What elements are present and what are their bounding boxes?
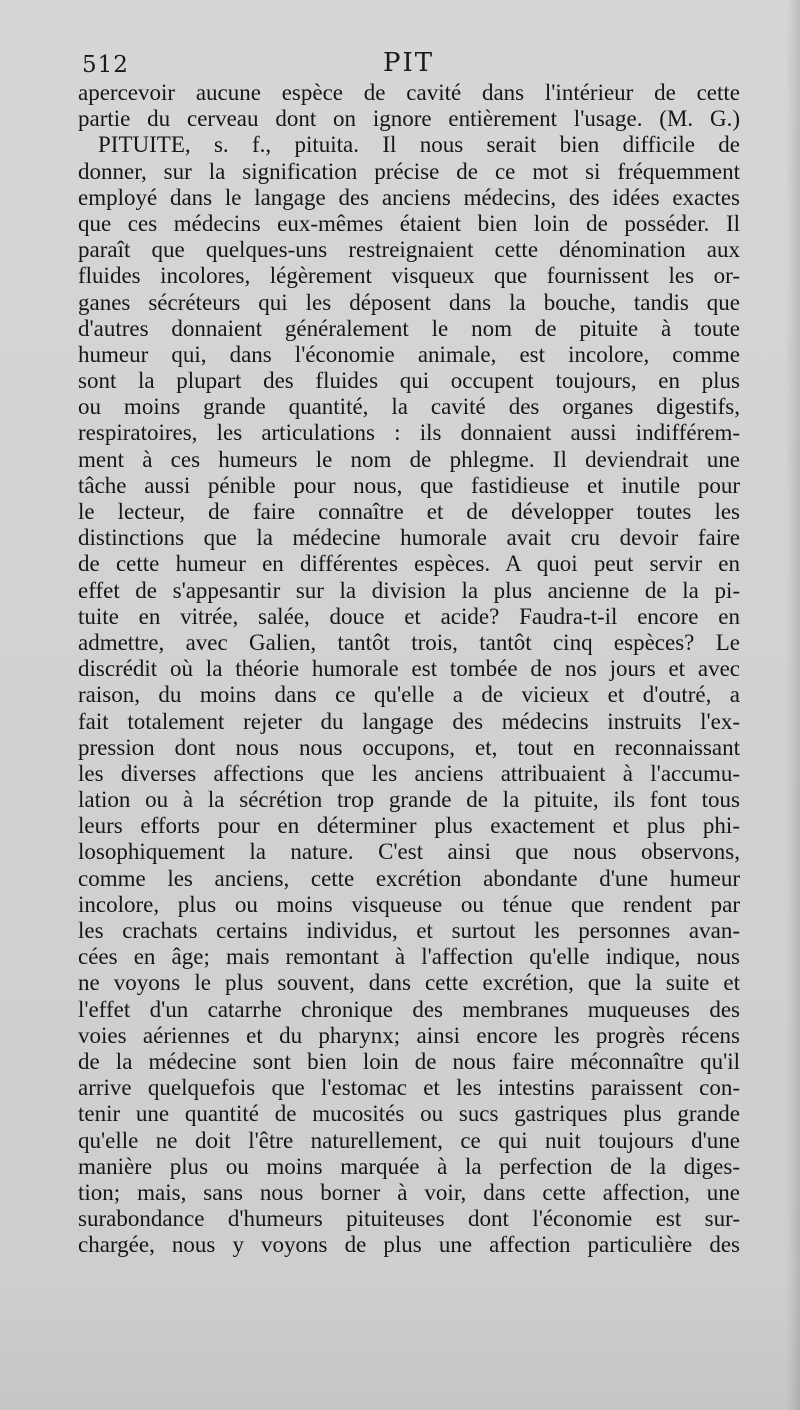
text-line: humeur qui, dans l'économie animale, est incolore, comme xyxy=(78,341,740,367)
text-line: fait totalement rejeter du langage des médecins instruits l'ex- xyxy=(78,708,740,734)
text-line: distinctions que la médecine humorale avait cru devoir faire xyxy=(78,525,740,551)
text-line: raison, du moins dans ce qu'elle a de vicieux et d'outré, a xyxy=(78,682,740,708)
text-line: de la médecine sont bien loin de nous faire méconnaître qu'il xyxy=(78,1048,740,1074)
text-line: tâche aussi pénible pour nous, que fastidieuse et inutile pour xyxy=(78,472,740,498)
text-line: admettre, avec Galien, tantôt trois, tantôt cinq espèces? Le xyxy=(78,629,740,655)
text-line: discrédit où la théorie humorale est tombée de nos jours et avec xyxy=(78,656,740,682)
text-line: chargée, nous y voyons de plus une affection particulière des xyxy=(78,1232,740,1258)
text-line: tenir une quantité de mucosités ou sucs gastriques plus grande xyxy=(78,1101,740,1127)
text-line: sont la plupart des fluides qui occupent toujours, en plus xyxy=(78,368,740,394)
text-line: tuite en vitrée, salée, douce et acide? Faudra-t-il encore en xyxy=(78,603,740,629)
page-number: 512 xyxy=(82,52,129,78)
text-line: effet de s'appesantir sur la division la plus ancienne de la pi- xyxy=(78,577,740,603)
text-line: pression dont nous nous occupons, et, tout en reconnaissant xyxy=(78,734,740,760)
text-line: ganes sécréteurs qui les déposent dans la bouche, tandis que xyxy=(78,289,740,315)
text-line: tion; mais, sans nous borner à voir, dans cette affection, une xyxy=(78,1179,740,1205)
text-line: d'autres donnaient généralement le nom de pituite à toute xyxy=(78,315,740,341)
text-line: ne voyons le plus souvent, dans cette excrétion, que la suite et xyxy=(78,970,740,996)
entry-start-line: PITUITE, s. f., pituita. Il nous serait bien difficile de xyxy=(98,132,740,158)
text-line: partie du cerveau dont on ignore entièrement l'usage. (M. G.) xyxy=(78,106,740,132)
text-line: lation ou à la sécrétion trop grande de la pituite, ils font tous xyxy=(78,787,740,813)
text-line: manière plus ou moins marquée à la perfection de la diges- xyxy=(78,1153,740,1179)
text-line: qu'elle ne doit l'être naturellement, ce qui nuit toujours d'une xyxy=(78,1127,740,1153)
running-head: PIT xyxy=(383,48,435,78)
text-line: comme les anciens, cette excrétion abondante d'une humeur xyxy=(78,865,740,891)
text-line: de cette humeur en différentes espèces. A quoi peut servir en xyxy=(78,551,740,577)
text-line: cées en âge; mais remontant à l'affection qu'elle indique, nous xyxy=(78,944,740,970)
page-bottom-margin xyxy=(0,1258,800,1410)
page-edge-shadow xyxy=(786,0,800,1410)
text-line: ou moins grande quantité, la cavité des organes digestifs, xyxy=(78,394,740,420)
text-line: les crachats certains individus, et surtout les personnes avan- xyxy=(78,918,740,943)
text-line: ment à ces humeurs le nom de phlegme. Il deviendrait une xyxy=(78,446,740,472)
text-line: surabondance d'humeurs pituiteuses dont l'économie est sur- xyxy=(78,1206,740,1232)
body-text xyxy=(78,80,740,1258)
text-line: voies aériennes et du pharynx; ainsi encore les progrès récens xyxy=(78,1022,740,1048)
text-line: le lecteur, de faire connaître et de développer toutes les xyxy=(78,499,740,524)
text-line: que ces médecins eux-mêmes étaient bien loin de posséder. Il xyxy=(78,210,740,236)
text-line: fluides incolores, légèrement visqueux que fournissent les or- xyxy=(78,263,740,289)
text-line: paraît que quelques-uns restreignaient cette dénomination aux xyxy=(78,237,740,263)
text-line: donner, sur la signification précise de ce mot si fréquemment xyxy=(78,158,740,184)
text-line: apercevoir aucune espèce de cavité dans l'intérieur de cette xyxy=(78,80,740,105)
page-header xyxy=(78,44,740,80)
text-line: losophiquement la nature. C'est ainsi que nous observons, xyxy=(78,839,740,865)
text-line: employé dans le langage des anciens médecins, des idées exactes xyxy=(78,184,740,210)
text-line: arrive quelquefois que l'estomac et les intestins paraissent con- xyxy=(78,1075,740,1101)
text-line: incolore, plus ou moins visqueuse ou ténue que rendent par xyxy=(78,891,740,917)
text-line: les diverses affections que les anciens attribuaient à l'accumu- xyxy=(78,760,740,786)
text-line: l'effet d'un catarrhe chronique des membranes muqueuses des xyxy=(78,996,740,1022)
text-line: leurs efforts pour en déterminer plus exactement et plus phi- xyxy=(78,813,740,839)
text-line: respiratoires, les articulations : ils donnaient aussi indifférem- xyxy=(78,420,740,446)
